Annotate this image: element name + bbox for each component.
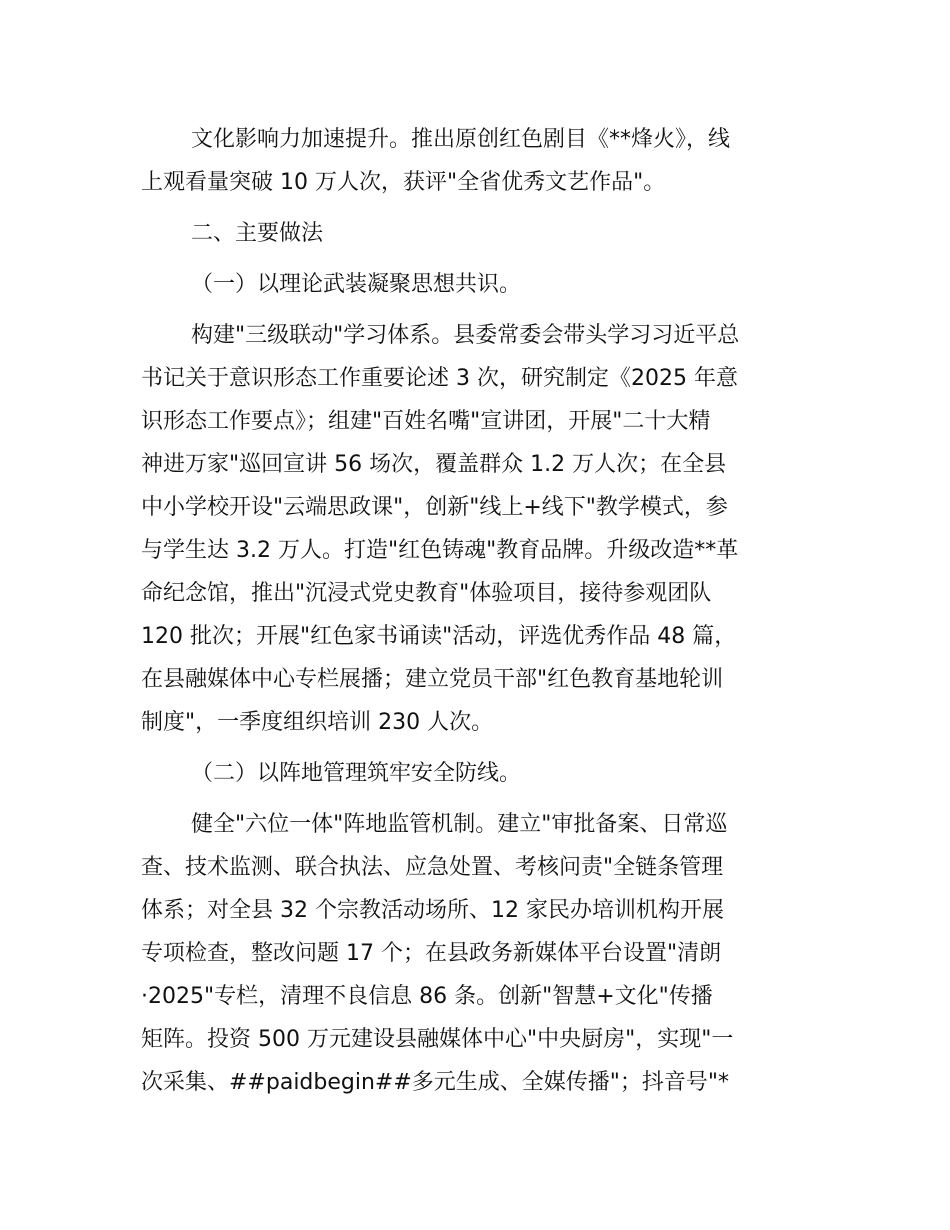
text-line: 神进万家"巡回宣讲 56 场次，覆盖群众 1.2 万人次；在全县 bbox=[141, 452, 727, 477]
subsection-heading: （一）以理论武装凝聚思想共识。 bbox=[191, 272, 522, 297]
section-heading-main-practices bbox=[141, 212, 813, 255]
text-line: 次采集、##paidbegin##多元生成、全媒传播"；抖音号"* bbox=[141, 1070, 730, 1095]
text-line: 与学生达 3.2 万人。打造"红色铸魂"教育品牌。升级改造**革 bbox=[141, 538, 739, 563]
text-line: ·2025"专栏，清理不良信息 86 条。创新"智慧+文化"传播 bbox=[141, 984, 713, 1009]
text-line: 查、技术监测、联合执法、应急处置、考核问责"全链条管理 bbox=[141, 855, 724, 880]
document-body bbox=[141, 118, 813, 1112]
text-line: 专项检查，整改问题 17 个；在县政务新媒体平台设置"清朗 bbox=[141, 941, 722, 966]
paragraph-culture-influence bbox=[141, 118, 813, 204]
subsection-heading-theory bbox=[141, 263, 813, 306]
text-line: 体系；对全县 32 个宗教活动场所、12 家民办培训机构开展 bbox=[141, 898, 724, 923]
text-line: 文化影响力加速提升。推出原创红色剧目《**烽火》，线 bbox=[191, 127, 731, 152]
text-line: 矩阵。投资 500 万元建设县融媒体中心"中央厨房"，实现"一 bbox=[141, 1027, 734, 1052]
text-line: 在县融媒体中心专栏展播；建立党员干部"红色教育基地轮训 bbox=[141, 667, 724, 692]
text-line: 书记关于意识形态工作重要论述 3 次，研究制定《2025 年意 bbox=[141, 366, 738, 391]
text-line: 中小学校开设"云端思政课"，创新"线上+线下"教学模式，参 bbox=[141, 495, 728, 520]
text-line: 构建"三级联动"学习体系。县委常委会带头学习习近平总 bbox=[191, 323, 740, 348]
text-line: 识形态工作要点》；组建"百姓名嘴"宣讲团，开展"二十大精 bbox=[141, 409, 711, 434]
text-line: 120 批次；开展"红色家书诵读"活动，评选优秀作品 48 篇， bbox=[141, 624, 737, 649]
section-heading: 二、主要做法 bbox=[191, 221, 324, 246]
text-line: 健全"六位一体"阵地监管机制。建立"审批备案、日常巡 bbox=[191, 812, 728, 837]
subsection-heading: （二）以阵地管理筑牢安全防线。 bbox=[191, 761, 522, 786]
text-line: 制度"，一季度组织培训 230 人次。 bbox=[141, 710, 494, 735]
subsection-heading-positions bbox=[141, 752, 813, 795]
paragraph-learning-system bbox=[141, 314, 813, 744]
paragraph-supervision-mechanism bbox=[141, 803, 813, 1104]
text-line: 上观看量突破 10 万人次，获评"全省优秀文艺作品"。 bbox=[141, 170, 666, 195]
text-line: 命纪念馆，推出"沉浸式党史教育"体验项目，接待参观团队 bbox=[141, 581, 712, 606]
